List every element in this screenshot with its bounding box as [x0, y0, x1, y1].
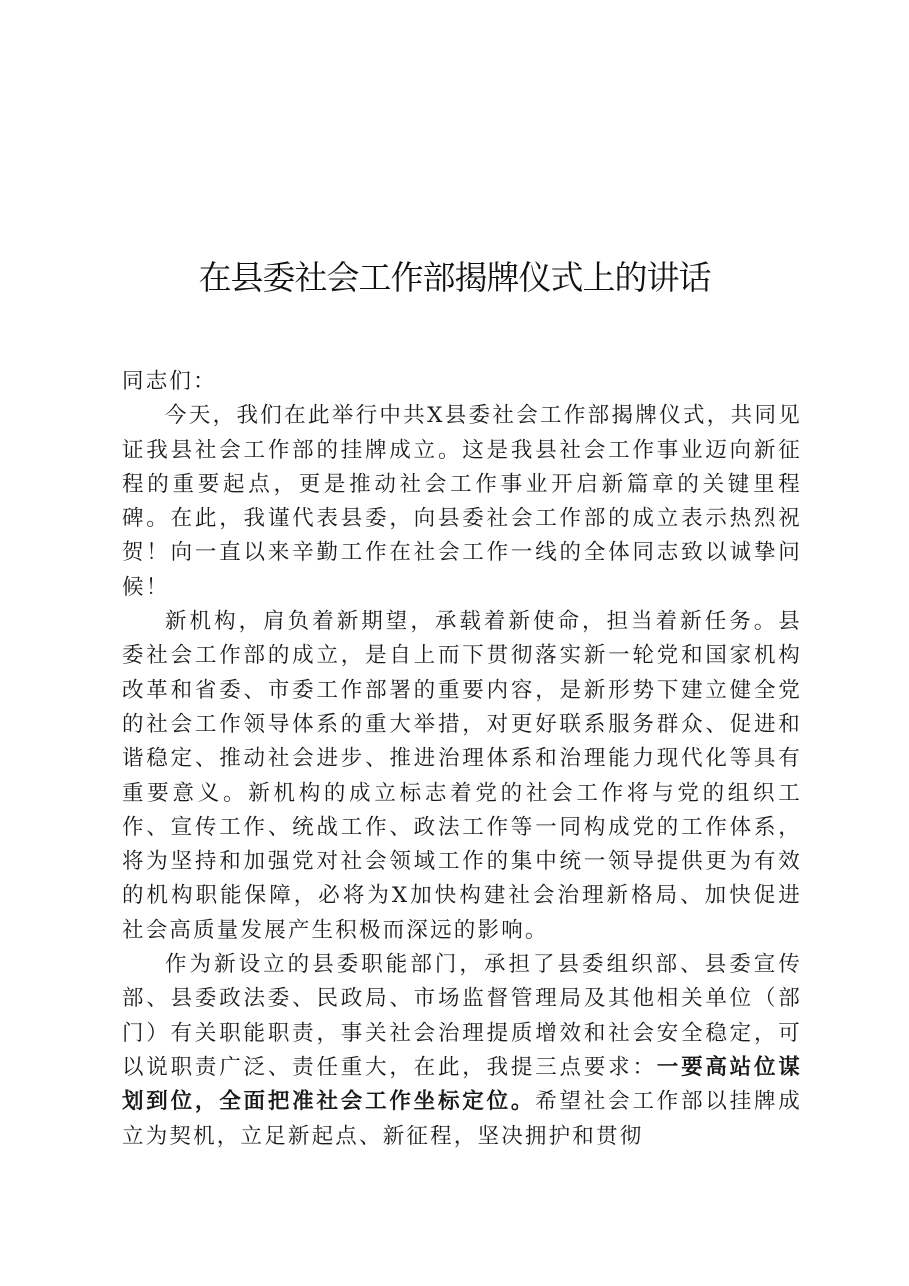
paragraph-2: 新机构，肩负着新期望，承载着新使命，担当着新任务。县委社会工作部的成立，是自上而下贯彻落实新一轮党和国家机构改革和省委、市委工作部署的重要内容，是新形势下建立健全党的社会工作领导体系的重大举措，对更好联系服务群众、促进和谐稳定、推动社会进步、推进治理体系和治理能力现代化等具有重要意义。新机构的成立标志着党的社会工作将与党的组织工作、宣传工作、统战工作、政法工作等一同构成党的工作体系，将为坚持和加强党对社会领域工作的集中统一领导提供更为有效的机构职能保障，必将为X加快构建社会治理新格局、加快促进社会高质量发展产生积极而深远的影响。 [122, 609, 802, 943]
paragraph-3-intro: 作为新设立的县委职能部门，承担了县委组织部、县委宣传部、县委政法委、民政局、市场监督管理局及其他相关单位（部门）有关职能职责，事关社会治理提质增效和社会安全稳定，可以说职责广泛、责任重大，在此，我提三点要求： [122, 952, 802, 1080]
paragraph-3 [122, 948, 802, 1154]
document-body [122, 365, 802, 1154]
document-title: 在县委社会工作部揭牌仪式上的讲话 [198, 258, 711, 297]
salutation: 同志们： [122, 369, 217, 394]
paragraph-1: 今天，我们在此举行中共X县委社会工作部揭牌仪式，共同见证我县社会工作部的挂牌成立。这是我县社会工作事业迈向新征程的重要起点，更是推动社会工作事业开启新篇章的关键里程碑。在此，我谨代表县委，向县委社会工作部的成立表示热烈祝贺！向一直以来辛勤工作在社会工作一线的全体同志致以诚挚问候！ [122, 403, 802, 600]
paragraph-3-rest: 希望社会工作部以挂牌成立为契机，立足新起点、新征程，坚决拥护和贯彻 [122, 1089, 803, 1149]
paragraph-3-bold-requirement: 一要高站位谋划到位，全面把准社会工作坐标定位。 [122, 1054, 803, 1115]
